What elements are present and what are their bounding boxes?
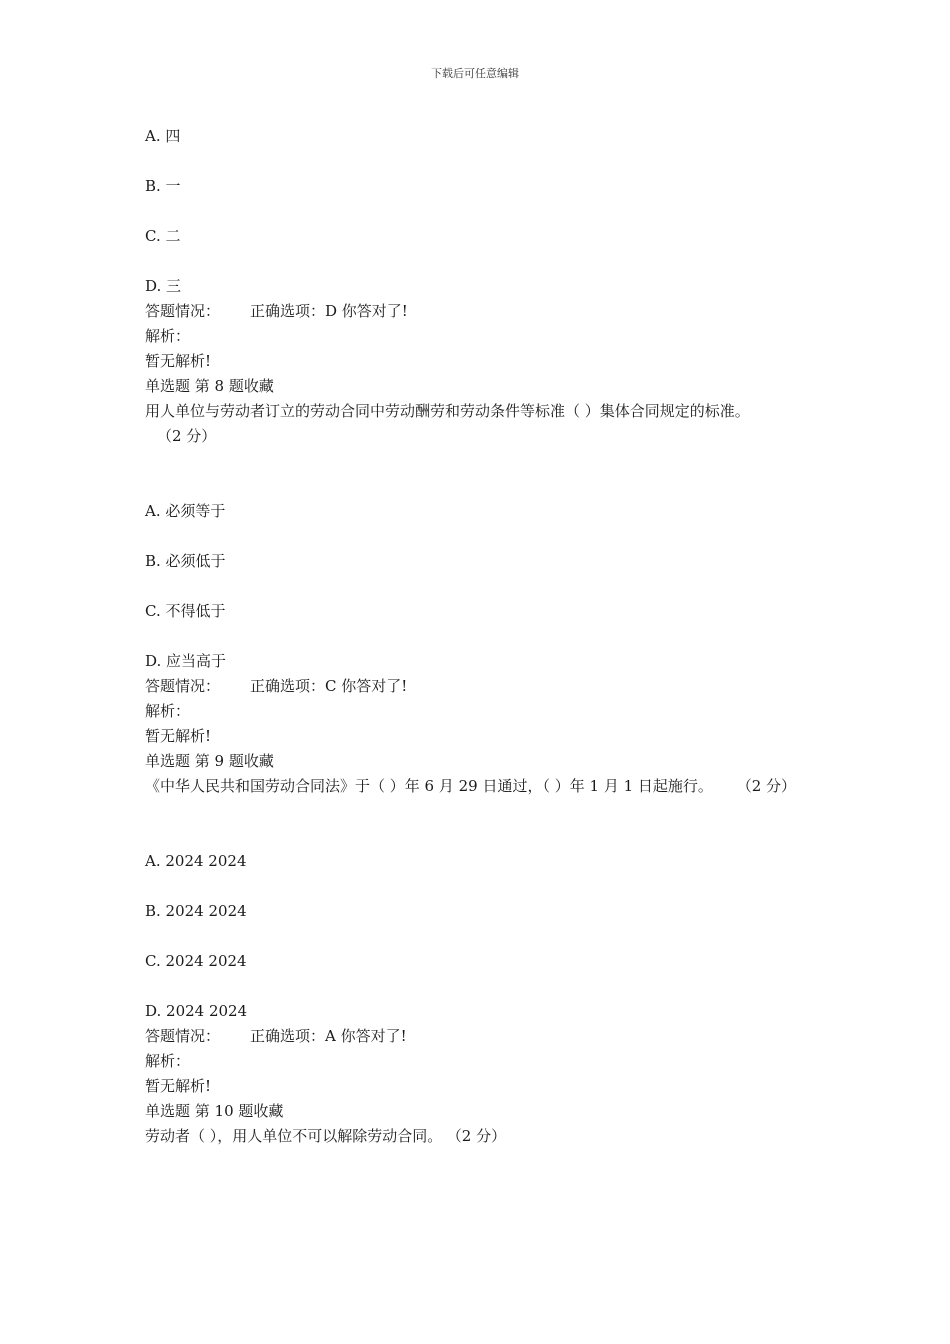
answer-status [145,674,825,699]
answer-status [145,299,825,324]
question-score: （2 分） [454,1127,507,1145]
question-score: （2 分） [736,777,797,795]
question-stem: 用人单位与劳动者订立的劳动合同中劳动酬劳和劳动条件等标准（ ）集体合同规定的标准。 [145,402,750,420]
option-a: A. 必须等于 [145,502,226,520]
question-title: 单选题 第 8 题收藏 [145,377,274,395]
question-title: 单选题 第 9 题收藏 [145,752,274,770]
option-d: D. 应当高于 [145,652,227,670]
answer-text: 正确选项：A 你答对了! [250,1027,407,1045]
option-b: B. 一 [145,177,181,195]
answer-label: 答题情况： [145,677,221,695]
answer-text: 正确选项：C 你答对了! [250,677,408,695]
option-c: C. 2024 2024 [145,952,247,970]
question-block-9 [145,749,825,1099]
question-stem: 劳动者（ ），用人单位不可以解除劳动合同。 [145,1127,443,1145]
analysis-text: 暂无解析! [145,1077,212,1095]
answer-status [145,1024,825,1049]
question-text [145,774,825,799]
question-title: 单选题 第 10 题收藏 [145,1102,284,1120]
analysis-text: 暂无解析! [145,352,212,370]
option-b: B. 2024 2024 [145,902,247,920]
answer-text: 正确选项：D 你答对了! [250,302,408,320]
question-block-7 [145,124,825,374]
analysis-text: 暂无解析! [145,727,212,745]
answer-label: 答题情况： [145,302,221,320]
question-text [145,1124,825,1149]
document-body [145,124,825,1149]
option-a: A. 四 [145,127,181,145]
analysis-label: 解析： [145,702,191,720]
question-block-10 [145,1099,825,1149]
question-text [145,399,825,449]
question-block-8 [145,374,825,749]
answer-label: 答题情况： [145,1027,221,1045]
option-d: D. 三 [145,277,182,295]
option-d: D. 2024 2024 [145,1002,248,1020]
option-a: A. 2024 2024 [145,852,247,870]
question-stem: 《中华人民共和国劳动合同法》于（ ）年 6 月 29 日通过，（ ）年 1 月 1 日起施行。 [145,777,713,795]
option-b: B. 必须低于 [145,552,226,570]
option-c: C. 二 [145,227,181,245]
page-header: 下载后可任意编辑 [431,67,519,80]
question-score: （2 分） [157,427,217,445]
analysis-label: 解析： [145,327,191,345]
analysis-label: 解析： [145,1052,191,1070]
option-c: C. 不得低于 [145,602,226,620]
